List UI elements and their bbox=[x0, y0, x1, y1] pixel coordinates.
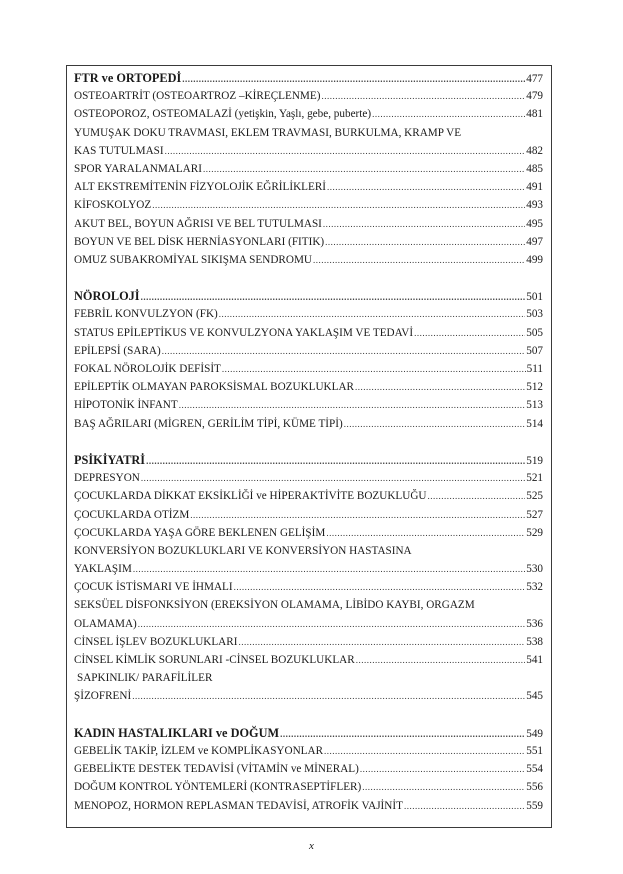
toc-entry-title: YUMUŞAK DOKU TRAVMASI, EKLEM TRAVMASI, BURKULMA, KRAMP VE bbox=[74, 126, 462, 139]
toc-entry-page: 521 bbox=[526, 472, 543, 485]
dot-leader bbox=[162, 342, 526, 360]
toc-entry-title: GEBELİK TAKİP, İZLEM ve KOMPLİKASYONLAR bbox=[74, 744, 324, 757]
toc-entry-page: 527 bbox=[526, 508, 543, 521]
dot-leader bbox=[313, 251, 525, 269]
toc-section-heading bbox=[74, 69, 543, 87]
toc-entry-title: SEKSÜEL DİSFONKSİYON (EREKSİYON OLAMAMA, LİBİDO KAYBI, ORGAZM bbox=[74, 599, 475, 612]
toc-entry-page: 513 bbox=[526, 399, 543, 412]
toc-entry-title: KADIN HASTALIKLARI ve DOĞUM bbox=[74, 725, 280, 740]
dot-leader bbox=[133, 560, 525, 578]
dot-leader bbox=[325, 233, 525, 251]
toc-entry bbox=[74, 615, 543, 633]
toc-entry-title: KONVERSİYON BOZUKLUKLARI VE KONVERSİYON HASTASINA bbox=[74, 544, 412, 557]
toc-section-heading bbox=[74, 287, 543, 305]
toc-section-heading bbox=[74, 724, 543, 742]
dot-leader bbox=[238, 633, 525, 651]
section-gap bbox=[74, 706, 543, 724]
toc-entry-page: 507 bbox=[526, 344, 543, 357]
dot-leader bbox=[182, 70, 525, 88]
toc-entry-page: 501 bbox=[526, 291, 543, 304]
dot-leader bbox=[234, 578, 526, 596]
toc-entry-title: BOYUN VE BEL DİSK HERNİASYONLARI (FITIK) bbox=[74, 235, 325, 248]
dot-leader bbox=[323, 215, 525, 233]
toc-entry-title: KAS TUTULMASI bbox=[74, 144, 164, 157]
dot-leader bbox=[222, 360, 526, 378]
dot-leader bbox=[360, 760, 525, 778]
toc-entry-page: 493 bbox=[526, 199, 543, 212]
toc-entry-title: DEPRESYON bbox=[74, 472, 140, 485]
toc-entry-page: 519 bbox=[526, 454, 543, 467]
toc-entry bbox=[74, 124, 543, 142]
toc-entry bbox=[74, 560, 543, 578]
toc-entry-title: DOĞUM KONTROL YÖNTEMLERİ (KONTRASEPTİFLER) bbox=[74, 781, 362, 794]
toc-entry-page: 499 bbox=[526, 253, 543, 266]
toc-entry-page: 485 bbox=[526, 162, 543, 175]
toc-entry-page: 538 bbox=[526, 635, 543, 648]
toc-entry-title: EPİLEPTİK OLMAYAN PAROKSİSMAL BOZUKLUKLAR bbox=[74, 381, 355, 394]
toc-entry-page: 541 bbox=[526, 654, 543, 666]
toc-entry bbox=[74, 196, 543, 214]
dot-leader bbox=[141, 469, 525, 487]
toc-entry bbox=[74, 506, 543, 524]
toc-entry bbox=[74, 105, 543, 123]
toc-entry-title: OLAMAMA) bbox=[74, 617, 137, 630]
dot-leader bbox=[414, 324, 525, 342]
toc-entry bbox=[74, 87, 543, 105]
dot-leader bbox=[326, 524, 525, 542]
toc-entry-title: EPİLEPSİ (SARA) bbox=[74, 344, 161, 357]
toc-entry bbox=[74, 469, 543, 487]
toc-entry bbox=[74, 342, 543, 360]
toc-entry-title: OMUZ SUBAKROMİYAL SIKIŞMA SENDROMU bbox=[74, 253, 312, 266]
toc-entry bbox=[74, 487, 543, 505]
dot-leader bbox=[372, 105, 525, 123]
toc-entry-page: 532 bbox=[526, 581, 543, 594]
toc-entry bbox=[74, 215, 543, 233]
toc-entry-page: 491 bbox=[526, 181, 543, 194]
toc-entry-page: 551 bbox=[526, 744, 543, 757]
toc-entry-title: ÇOCUKLARDA OTİZM bbox=[74, 508, 190, 521]
toc-entry bbox=[74, 524, 543, 542]
toc-entry bbox=[74, 542, 543, 560]
toc-entry bbox=[74, 396, 543, 414]
toc-section-heading bbox=[74, 451, 543, 469]
toc-entry-page: 536 bbox=[526, 617, 543, 630]
toc-entry bbox=[74, 160, 543, 178]
toc-entry bbox=[74, 651, 543, 669]
dot-leader bbox=[321, 87, 525, 105]
toc-entry bbox=[74, 305, 543, 323]
toc-entry-page: 525 bbox=[526, 490, 543, 503]
toc-entry-title: CİNSEL İŞLEV BOZUKLUKLARI bbox=[74, 635, 238, 648]
toc-entry-title: FTR ve ORTOPEDİ bbox=[74, 71, 182, 85]
toc-entry-title: GEBELİKTE DESTEK TEDAVİSİ (VİTAMİN ve MİNERAL) bbox=[74, 763, 359, 776]
toc-entry-page: 514 bbox=[526, 417, 543, 430]
toc-entry-title: ALT EKSTREMİTENİN FİZYOLOJİK EĞRİLİKLERİ bbox=[74, 181, 327, 194]
section-gap bbox=[74, 269, 543, 287]
toc-entry-title: MENOPOZ, HORMON REPLASMAN TEDAVİSİ, ATROFİK VAJİNİT bbox=[74, 799, 403, 812]
page-number: x bbox=[309, 840, 314, 852]
dot-leader bbox=[219, 305, 525, 323]
toc-entry-page: 477 bbox=[526, 73, 543, 85]
dot-leader bbox=[404, 797, 525, 815]
toc-entry bbox=[74, 415, 543, 433]
toc-entry-title: YAKLAŞIM bbox=[74, 563, 132, 576]
toc-entry bbox=[74, 742, 543, 760]
dot-leader bbox=[190, 506, 525, 524]
toc-entry-title: NÖROLOJİ bbox=[74, 289, 140, 304]
toc-entry bbox=[74, 669, 543, 687]
toc-entry-page: 559 bbox=[526, 799, 543, 812]
toc-entry-title: HİPOTONİK İNFANT bbox=[74, 399, 178, 412]
dot-leader bbox=[324, 742, 525, 760]
dot-leader bbox=[356, 651, 526, 669]
dot-leader bbox=[179, 396, 526, 414]
dot-leader bbox=[327, 178, 525, 196]
toc-entry-page: 545 bbox=[526, 690, 543, 703]
toc-entry-title: ÇOCUK İSTİSMARI VE İHMALI bbox=[74, 581, 233, 594]
section-gap bbox=[74, 433, 543, 451]
toc-entry bbox=[74, 142, 543, 160]
toc-entry bbox=[74, 596, 543, 614]
toc-entry-page: 530 bbox=[526, 563, 543, 576]
dot-leader bbox=[165, 142, 526, 160]
dot-leader bbox=[132, 687, 525, 705]
toc-entry-page: 505 bbox=[526, 326, 543, 339]
dot-leader bbox=[280, 725, 525, 743]
toc-entry-page: 556 bbox=[526, 781, 543, 794]
toc-entry-title: KİFOSKOLYOZ bbox=[74, 199, 152, 212]
toc-entry-title: AKUT BEL, BOYUN AĞRISI VE BEL TUTULMASI bbox=[74, 217, 322, 230]
table-of-contents bbox=[66, 65, 552, 828]
toc-entry-page: 529 bbox=[526, 526, 543, 539]
toc-entry bbox=[74, 797, 543, 815]
dot-leader bbox=[344, 415, 526, 433]
toc-entry-page: 497 bbox=[526, 235, 543, 248]
toc-entry-page: 554 bbox=[526, 763, 543, 776]
toc-entry-page: 512 bbox=[526, 381, 543, 394]
toc-entry bbox=[74, 178, 543, 196]
toc-entry bbox=[74, 324, 543, 342]
toc-entry-title: OSTEOPOROZ, OSTEOMALAZİ (yetişkin, Yaşlı, gebe, puberte) bbox=[74, 108, 372, 121]
toc-entry-title: FOKAL NÖROLOJİK DEFİSİT bbox=[74, 363, 221, 375]
toc-entry bbox=[74, 687, 543, 705]
dot-leader bbox=[355, 378, 525, 396]
toc-entry-title: CİNSEL KİMLİK SORUNLARI -CİNSEL BOZUKLUKLAR bbox=[74, 654, 355, 666]
toc-entry bbox=[74, 760, 543, 778]
toc-entry-page: 482 bbox=[526, 144, 543, 157]
toc-entry-title: OSTEOARTRİT (OSTEOARTROZ –KİREÇLENME) bbox=[74, 90, 321, 103]
toc-entry-title: ÇOCUKLARDA YAŞA GÖRE BEKLENEN GELİŞİM bbox=[74, 526, 326, 539]
dot-leader bbox=[362, 778, 525, 796]
toc-entry-title: PSİKİYATRİ bbox=[74, 452, 146, 467]
toc-entry bbox=[74, 378, 543, 396]
toc-entry-title: FEBRİL KONVULZYON (FK) bbox=[74, 308, 218, 321]
toc-entry-page: 511 bbox=[526, 363, 543, 375]
dot-leader bbox=[141, 288, 526, 306]
toc-entry-title: SPOR YARALANMALARI bbox=[74, 162, 202, 175]
toc-entry-title: STATUS EPİLEPTİKUS VE KONVULZYONA YAKLAŞIM VE TEDAVİ bbox=[74, 326, 414, 339]
dot-leader bbox=[152, 196, 525, 214]
dot-leader bbox=[203, 160, 525, 178]
toc-entry bbox=[74, 360, 543, 378]
toc-entry bbox=[74, 251, 543, 269]
toc-entry-title: ŞİZOFRENİ bbox=[74, 690, 132, 703]
toc-entry bbox=[74, 778, 543, 796]
dot-leader bbox=[146, 452, 525, 470]
toc-entry-page: 503 bbox=[526, 308, 543, 321]
toc-entry bbox=[74, 233, 543, 251]
dot-leader bbox=[427, 487, 525, 505]
toc-entry-page: 495 bbox=[526, 217, 543, 230]
toc-entry bbox=[74, 578, 543, 596]
dot-leader bbox=[138, 615, 525, 633]
toc-entry-title: SAPKINLIK/ PARAFİLİLER bbox=[77, 672, 213, 685]
toc-entry-title: ÇOCUKLARDA DİKKAT EKSİKLİĞİ ve HİPERAKTİVİTE BOZUKLUĞU bbox=[74, 490, 427, 503]
toc-entry-page: 479 bbox=[526, 90, 543, 103]
toc-entry-page: 481 bbox=[526, 108, 543, 121]
toc-entry bbox=[74, 633, 543, 651]
toc-entry-title: BAŞ AĞRILARI (MİGREN, GERİLİM TİPİ, KÜME TİPİ) bbox=[74, 417, 343, 430]
toc-entry-page: 549 bbox=[526, 727, 543, 740]
